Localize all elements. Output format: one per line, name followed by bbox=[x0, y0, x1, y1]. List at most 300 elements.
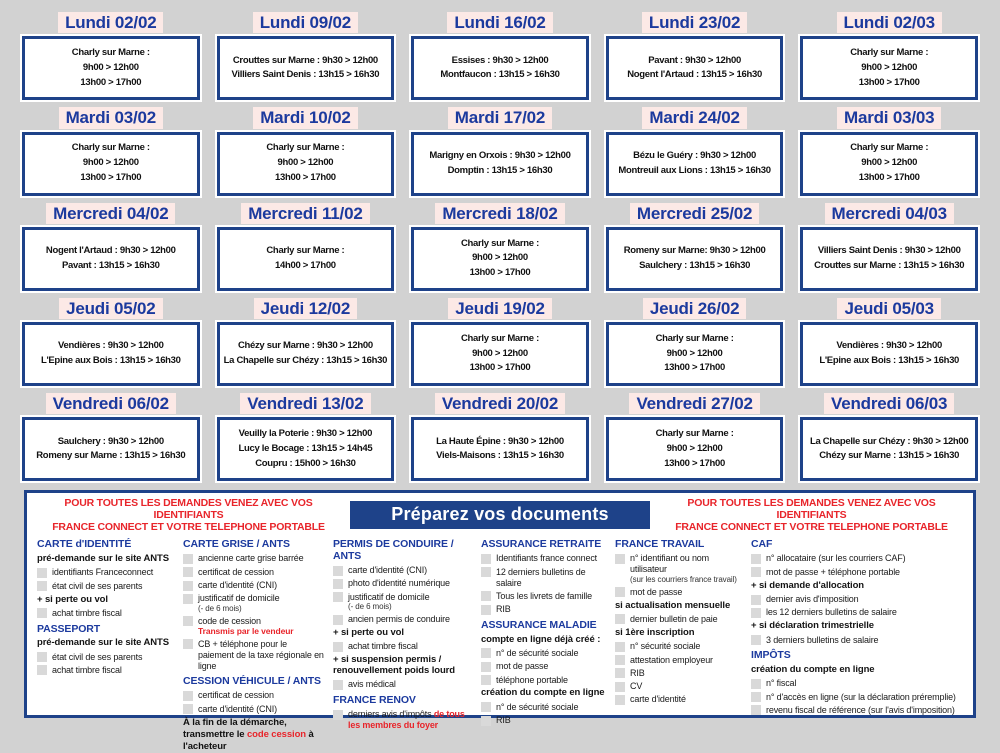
label-fragment: n° identifiant ou nom utilisateur bbox=[630, 553, 710, 575]
checkbox-icon bbox=[615, 668, 625, 678]
schedule-line: 13h00 > 17h00 bbox=[664, 362, 725, 374]
schedule-line: Saulchery : 13h15 > 16h30 bbox=[639, 259, 751, 271]
checklist-item bbox=[37, 581, 175, 592]
calendar-cell bbox=[800, 298, 978, 386]
label-fragment: 3 derniers bulletins de salaire bbox=[766, 634, 879, 645]
calendar-cell bbox=[606, 12, 784, 100]
schedule-line: Lucy le Bocage : 13h15 > 14h45 bbox=[238, 442, 373, 454]
label-fragment: achat timbre fiscal bbox=[52, 607, 122, 618]
checklist-item bbox=[183, 704, 325, 715]
calendar-cell bbox=[800, 107, 978, 195]
section-heading: ASSURANCE RETRAITE bbox=[481, 538, 602, 551]
checklist-item-label bbox=[766, 692, 956, 703]
checklist-item-text bbox=[630, 614, 717, 625]
schedule-line: 9h00 > 12h00 bbox=[861, 157, 918, 169]
notice-line-1: POUR TOUTES LES DEMANDES VENEZ AVEC VOS IDENTIFIANTS bbox=[64, 497, 313, 522]
schedule-line: Charly sur Marne : bbox=[460, 237, 539, 249]
section-subheading: création du compte en ligne bbox=[751, 663, 875, 675]
calendar-cell bbox=[606, 393, 784, 481]
checklist-item bbox=[481, 553, 607, 564]
checklist-item-label bbox=[496, 591, 592, 602]
calendar-cell bbox=[411, 393, 589, 481]
day-header-label: Vendredi 06/03 bbox=[824, 393, 954, 414]
label-fragment: n° de sécurité sociale bbox=[496, 701, 579, 712]
checklist-item-label bbox=[496, 661, 548, 672]
day-header bbox=[606, 298, 784, 319]
checklist-item-label bbox=[496, 553, 597, 564]
section-heading: CARTE GRISE / ANTS bbox=[183, 538, 290, 551]
checklist-item-label bbox=[348, 565, 427, 576]
day-header bbox=[217, 107, 395, 128]
checklist-item-label bbox=[52, 581, 142, 592]
day-schedule-box bbox=[606, 322, 784, 386]
section-heading: FRANCE RENOV bbox=[333, 694, 416, 707]
checklist-item bbox=[481, 715, 607, 726]
checklist-item bbox=[333, 679, 473, 690]
label-fragment: RIB bbox=[630, 667, 645, 678]
label-fragment: identifiants Franceconnect bbox=[52, 567, 154, 578]
day-header bbox=[606, 203, 784, 224]
day-schedule-box bbox=[800, 132, 978, 196]
day-schedule-box bbox=[22, 322, 200, 386]
calendar-cell bbox=[800, 393, 978, 481]
day-schedule-box bbox=[217, 322, 395, 386]
checklist-item bbox=[615, 553, 743, 584]
day-schedule-box bbox=[606, 36, 784, 100]
schedule-line: 13h00 > 17h00 bbox=[469, 362, 531, 374]
checkbox-icon bbox=[615, 642, 625, 652]
checklist-item-text bbox=[630, 668, 645, 679]
checkbox-icon bbox=[333, 566, 343, 576]
checklist-item bbox=[37, 567, 175, 578]
note-text bbox=[183, 717, 325, 753]
checklist-item-label bbox=[496, 567, 607, 589]
documents-checklists bbox=[37, 534, 963, 753]
day-schedule-box bbox=[217, 417, 395, 481]
checkbox-icon bbox=[751, 679, 761, 689]
checklist-item bbox=[183, 593, 325, 613]
checklist-item-label bbox=[198, 704, 277, 715]
schedule-line: La Chapelle sur Chézy : 9h30 > 12h00 bbox=[809, 435, 969, 447]
label-fragment: Tous les livrets de famille bbox=[496, 590, 592, 601]
day-schedule-box bbox=[22, 227, 200, 291]
calendar-cell bbox=[411, 298, 589, 386]
checkbox-icon bbox=[751, 567, 761, 577]
note-fragment: À la fin de la démarche, transmettre le bbox=[183, 717, 287, 741]
checklist-item-label bbox=[52, 652, 142, 663]
checkbox-icon bbox=[183, 616, 193, 626]
notice-line-2: FRANCE CONNECT ET VOTRE TELEPHONE PORTABLE bbox=[675, 521, 948, 534]
day-header-label: Mardi 24/02 bbox=[642, 107, 746, 128]
schedule-line: Charly sur Marne : bbox=[266, 142, 345, 154]
checklist-item-text bbox=[52, 608, 122, 619]
day-schedule-box bbox=[217, 227, 395, 291]
day-header bbox=[800, 107, 978, 128]
checklist-item-text bbox=[198, 567, 274, 578]
schedule-line: Essises : 9h30 > 12h00 bbox=[451, 54, 549, 66]
checklist-item-label bbox=[766, 678, 796, 689]
checklist-item bbox=[615, 614, 743, 625]
label-fragment: RIB bbox=[496, 604, 511, 615]
schedule-line: Charly sur Marne : bbox=[850, 142, 929, 154]
label-fragment: n° de sécurité sociale bbox=[496, 647, 579, 658]
schedule-line: L'Epine aux Bois : 13h15 > 16h30 bbox=[819, 355, 960, 366]
label-fragment: justificatif de domicile bbox=[348, 591, 430, 602]
label-fragment: CV bbox=[630, 681, 643, 692]
schedule-line: 9h00 > 12h00 bbox=[666, 347, 723, 359]
checkbox-icon bbox=[183, 554, 193, 564]
checklist-item-text bbox=[52, 652, 142, 663]
day-header bbox=[22, 393, 200, 414]
schedule-line: Vendières : 9h30 > 12h00 bbox=[836, 340, 942, 352]
label-fragment: justificatif de domicile bbox=[198, 593, 280, 604]
day-header-label: Mercredi 04/02 bbox=[46, 203, 175, 224]
checklist-column bbox=[333, 534, 473, 753]
checklist-column bbox=[615, 534, 743, 753]
schedule-line: La Haute Épine : 9h30 > 12h00 bbox=[436, 435, 564, 447]
checklist-item bbox=[333, 614, 473, 625]
checklist-column bbox=[183, 534, 325, 753]
calendar-cell bbox=[411, 12, 589, 100]
notice-line-1: POUR TOUTES LES DEMANDES VENEZ AVEC VOS IDENTIFIANTS bbox=[687, 497, 936, 522]
checkbox-icon bbox=[751, 595, 761, 605]
checklist-item-label bbox=[52, 665, 122, 676]
note-highlight: code cession bbox=[246, 729, 306, 741]
calendar-cell bbox=[217, 203, 395, 291]
day-header bbox=[22, 107, 200, 128]
schedule-line: Villiers Saint Denis : 9h30 > 12h00 bbox=[817, 245, 961, 257]
checklist-item bbox=[481, 591, 607, 602]
checklist-item bbox=[751, 635, 963, 646]
schedule-line: 13h00 > 17h00 bbox=[274, 171, 336, 183]
checkbox-icon bbox=[615, 695, 625, 705]
section-heading: CESSION VÉHICULE / ANTS bbox=[183, 675, 321, 688]
checklist-item-text bbox=[348, 614, 450, 625]
section-heading: CARTE d'IDENTITÉ bbox=[37, 538, 132, 551]
checklist-item-label bbox=[198, 639, 325, 671]
checklist-item-label bbox=[630, 668, 645, 679]
checklist-item-note: (sur les courriers france travail) bbox=[630, 575, 737, 585]
calendar-cell bbox=[217, 12, 395, 100]
checkbox-icon bbox=[751, 554, 761, 564]
day-header-label: Vendredi 27/02 bbox=[629, 393, 759, 414]
checkbox-icon bbox=[37, 581, 47, 591]
checklist-item bbox=[183, 553, 325, 564]
checklist-item-label bbox=[496, 702, 578, 713]
checklist-item-label bbox=[630, 681, 642, 692]
checklist-item bbox=[481, 567, 607, 589]
label-fragment: certificat de cession bbox=[198, 566, 274, 577]
checklist-item-text bbox=[348, 679, 396, 690]
checklist-item-label bbox=[52, 608, 122, 619]
checklist-item-label bbox=[630, 614, 717, 625]
checklist-item-label bbox=[766, 635, 878, 646]
day-schedule-box bbox=[800, 36, 978, 100]
schedule-line: Montfaucon : 13h15 > 16h30 bbox=[440, 69, 560, 81]
section-subheading: + si perte ou vol bbox=[333, 626, 404, 638]
checkbox-icon bbox=[183, 704, 193, 714]
schedule-line: 13h00 > 17h00 bbox=[80, 76, 142, 88]
schedule-line: 13h00 > 17h00 bbox=[469, 267, 531, 279]
day-schedule-box bbox=[800, 227, 978, 291]
checklist-item bbox=[333, 709, 473, 731]
schedule-line: 9h00 > 12h00 bbox=[666, 442, 723, 454]
label-fragment: code de cession bbox=[198, 615, 261, 626]
day-header bbox=[800, 203, 978, 224]
day-schedule-box bbox=[411, 227, 589, 291]
section-subheading: + si déclaration trimestrielle bbox=[751, 620, 874, 632]
checklist-item-label bbox=[630, 655, 713, 666]
checklist-item bbox=[481, 702, 607, 713]
calendar-cell bbox=[606, 298, 784, 386]
checklist-item-label bbox=[496, 648, 578, 659]
checklist-item bbox=[751, 705, 963, 716]
checklist-item-text bbox=[496, 702, 578, 713]
checkbox-icon bbox=[333, 579, 343, 589]
schedule-line: 13h00 > 17h00 bbox=[858, 171, 920, 183]
checklist-item bbox=[615, 587, 743, 598]
checklist-item-label bbox=[630, 553, 743, 575]
schedule-line: 13h00 > 17h00 bbox=[80, 171, 142, 183]
day-header-label: Lundi 16/02 bbox=[447, 12, 552, 33]
calendar-cell bbox=[217, 393, 395, 481]
day-schedule-box bbox=[22, 417, 200, 481]
label-fragment: les 12 derniers bulletins de salaire bbox=[766, 607, 897, 618]
checklist-item-text bbox=[348, 565, 427, 576]
schedule-line: Charly sur Marne : bbox=[266, 245, 345, 257]
checklist-item-label bbox=[348, 614, 450, 625]
day-header bbox=[800, 393, 978, 414]
calendar-cell bbox=[22, 107, 200, 195]
checklist-item-text bbox=[630, 587, 682, 598]
checkbox-icon bbox=[481, 591, 491, 601]
documents-panel bbox=[24, 490, 976, 753]
day-header-label: Mercredi 25/02 bbox=[630, 203, 759, 224]
checklist-item bbox=[481, 648, 607, 659]
checkbox-icon bbox=[333, 592, 343, 602]
checklist-item-text bbox=[496, 715, 511, 726]
label-fragment: derniers avis d'impôts bbox=[348, 709, 434, 720]
day-header bbox=[22, 12, 200, 33]
schedule-line: 13h00 > 17h00 bbox=[664, 457, 725, 469]
checklist-item-text bbox=[496, 604, 511, 615]
schedule-line: Nogent l'Artaud : 9h30 > 12h00 bbox=[45, 245, 176, 257]
checkbox-icon bbox=[183, 594, 193, 604]
checklist-item-label bbox=[198, 580, 277, 591]
checklist-item-label bbox=[630, 694, 686, 705]
checklist-item-text bbox=[766, 678, 796, 689]
checklist-item-label bbox=[766, 594, 859, 605]
checkbox-icon bbox=[481, 605, 491, 615]
checklist-item-text bbox=[766, 692, 956, 703]
label-fragment: n° d'accès en ligne (sur la déclaration préremplie) bbox=[766, 691, 956, 702]
day-header bbox=[217, 298, 395, 319]
checklist-item-text bbox=[630, 655, 713, 666]
checklist-item-text bbox=[496, 567, 607, 589]
checklist-item-text bbox=[198, 580, 277, 591]
checklist-item-label bbox=[766, 553, 905, 564]
checklist-column bbox=[751, 534, 963, 753]
schedule-line: Montreuil aux Lions : 13h15 > 16h30 bbox=[618, 164, 771, 176]
day-header bbox=[217, 12, 395, 33]
schedule-line: Charly sur Marne : bbox=[71, 142, 150, 154]
checklist-item-text bbox=[52, 567, 153, 578]
schedule-line: 14h00 > 17h00 bbox=[274, 259, 336, 271]
label-fragment: ancien permis de conduire bbox=[348, 614, 450, 625]
checklist-item bbox=[615, 655, 743, 666]
checkbox-icon bbox=[333, 710, 343, 720]
section-heading: ASSURANCE MALADIE bbox=[481, 618, 597, 631]
day-schedule-box bbox=[606, 417, 784, 481]
day-header-label: Vendredi 13/02 bbox=[240, 393, 370, 414]
documents-banner-title: Préparez vos documents bbox=[391, 504, 609, 525]
checklist-item bbox=[481, 604, 607, 615]
day-header-label: Jeudi 12/02 bbox=[254, 298, 357, 319]
label-fragment: téléphone portable bbox=[496, 674, 568, 685]
notice-line-2: FRANCE CONNECT ET VOTRE TELEPHONE PORTABLE bbox=[52, 521, 325, 534]
checklist-item-text bbox=[52, 581, 142, 592]
checklist-item bbox=[183, 580, 325, 591]
checklist-item bbox=[751, 594, 963, 605]
checklist-item-text bbox=[348, 709, 473, 731]
calendar-cell bbox=[22, 203, 200, 291]
schedule-line: L'Epine aux Bois : 13h15 > 16h30 bbox=[40, 355, 181, 366]
checklist-item-label bbox=[496, 715, 511, 726]
checkbox-icon bbox=[333, 642, 343, 652]
schedule-line: 9h00 > 12h00 bbox=[472, 347, 528, 359]
schedule-line: Coupru : 15h00 > 16h30 bbox=[255, 457, 356, 469]
day-schedule-box bbox=[217, 132, 395, 196]
section-subheading: si actualisation mensuelle bbox=[615, 599, 731, 611]
section-heading: PASSEPORT bbox=[37, 622, 101, 635]
checklist-item-text bbox=[766, 705, 955, 716]
section-heading: IMPÔTS bbox=[751, 649, 791, 662]
checklist-item-label bbox=[198, 593, 279, 604]
schedule-line: Romeny sur Marne : 13h15 > 16h30 bbox=[36, 450, 186, 462]
documents-panel-header bbox=[37, 497, 963, 533]
checkbox-icon bbox=[751, 608, 761, 618]
checklist-item-label bbox=[198, 567, 274, 578]
checklist-item-label bbox=[766, 567, 900, 578]
schedule-line: 9h00 > 12h00 bbox=[472, 252, 528, 264]
checklist-item bbox=[183, 567, 325, 578]
checklist-item-text bbox=[630, 681, 642, 692]
section-heading: CAF bbox=[751, 538, 773, 551]
checkbox-icon bbox=[615, 554, 625, 564]
note-fragment: à l'acheteur bbox=[183, 729, 314, 753]
day-header bbox=[800, 12, 978, 33]
checklist-item-note: (- de 6 mois) bbox=[348, 602, 392, 612]
calendar-cell bbox=[800, 12, 978, 100]
checklist-item bbox=[481, 661, 607, 672]
day-header-label: Jeudi 05/03 bbox=[837, 298, 940, 319]
checklist-item-note: (- de 6 mois) bbox=[198, 604, 242, 614]
schedule-line: Veuilly la Poterie : 9h30 > 12h00 bbox=[238, 428, 373, 440]
schedule-line: Charly sur Marne : bbox=[655, 428, 734, 440]
day-header bbox=[411, 298, 589, 319]
day-header-label: Jeudi 26/02 bbox=[643, 298, 746, 319]
checkbox-icon bbox=[37, 665, 47, 675]
checklist-item-text bbox=[496, 591, 592, 602]
checkbox-icon bbox=[615, 587, 625, 597]
label-fragment: carte d'identité (CNI) bbox=[348, 565, 427, 576]
checklist-item-text bbox=[496, 553, 597, 564]
label-fragment: carte d'identité bbox=[630, 694, 686, 705]
day-header-label: Mardi 17/02 bbox=[448, 107, 552, 128]
day-schedule-box bbox=[411, 132, 589, 196]
checklist-item-text bbox=[766, 607, 897, 618]
day-schedule-box bbox=[22, 36, 200, 100]
checkbox-icon bbox=[481, 648, 491, 658]
checklist-item bbox=[183, 690, 325, 701]
checklist-item-text bbox=[198, 616, 294, 637]
schedule-line: Pavant : 9h30 > 12h00 bbox=[648, 54, 741, 66]
label-fragment: état civil de ses parents bbox=[52, 651, 143, 662]
label-fragment: mot de passe bbox=[630, 586, 683, 597]
checkbox-icon bbox=[751, 692, 761, 702]
schedule-line: 9h00 > 12h00 bbox=[82, 157, 139, 169]
checkbox-icon bbox=[37, 568, 47, 578]
calendar-cell bbox=[606, 107, 784, 195]
schedule-line: La Chapelle sur Chézy : 13h15 > 16h30 bbox=[223, 355, 388, 366]
checklist-item-text bbox=[766, 635, 878, 646]
checklist-item-label bbox=[496, 604, 511, 615]
label-fragment: 12 derniers bulletins de salaire bbox=[496, 566, 586, 588]
checklist-item bbox=[333, 578, 473, 589]
label-fragment: ancienne carte grise barrée bbox=[198, 553, 304, 564]
checklist-item bbox=[37, 608, 175, 619]
schedule-line: Bézu le Guéry : 9h30 > 12h00 bbox=[633, 149, 756, 161]
checklist-item-text bbox=[630, 553, 743, 584]
calendar-cell bbox=[22, 298, 200, 386]
schedule-line: Charly sur Marne : bbox=[655, 332, 734, 344]
day-header bbox=[606, 393, 784, 414]
checkbox-icon bbox=[183, 581, 193, 591]
day-schedule-box bbox=[800, 417, 978, 481]
calendar-cell bbox=[800, 203, 978, 291]
day-header-label: Lundi 09/02 bbox=[253, 12, 358, 33]
day-header-label: Lundi 02/03 bbox=[837, 12, 942, 33]
day-header bbox=[800, 298, 978, 319]
schedule-line: Chézy sur Marne : 9h30 > 12h00 bbox=[237, 340, 373, 352]
notice-left bbox=[37, 497, 340, 533]
checklist-item-label bbox=[496, 675, 568, 686]
checklist-item bbox=[333, 641, 473, 652]
checklist-item-text bbox=[630, 641, 700, 652]
label-fragment: dernier bulletin de paie bbox=[630, 613, 718, 624]
section-subheading: création du compte en ligne bbox=[481, 687, 605, 699]
checklist-item bbox=[183, 639, 325, 671]
day-header-label: Mercredi 11/02 bbox=[241, 203, 369, 224]
day-schedule-box bbox=[800, 322, 978, 386]
day-header bbox=[411, 12, 589, 33]
schedule-line: Crouttes sur Marne : 13h15 > 16h30 bbox=[814, 259, 965, 271]
day-header bbox=[411, 393, 589, 414]
checklist-item-label bbox=[198, 553, 304, 564]
day-header-label: Mardi 03/02 bbox=[59, 107, 163, 128]
checklist-item-text bbox=[198, 704, 277, 715]
day-header-label: Mardi 10/02 bbox=[253, 107, 357, 128]
day-header-label: Lundi 02/02 bbox=[58, 12, 163, 33]
checkbox-icon bbox=[481, 702, 491, 712]
checklist-item bbox=[751, 553, 963, 564]
day-header bbox=[22, 203, 200, 224]
checklist-item bbox=[751, 678, 963, 689]
section-subheading: + si suspension permis / renouvellement poids lourd bbox=[333, 654, 455, 677]
day-header bbox=[217, 203, 395, 224]
day-header-label: Vendredi 06/02 bbox=[46, 393, 176, 414]
checkbox-icon bbox=[751, 635, 761, 645]
